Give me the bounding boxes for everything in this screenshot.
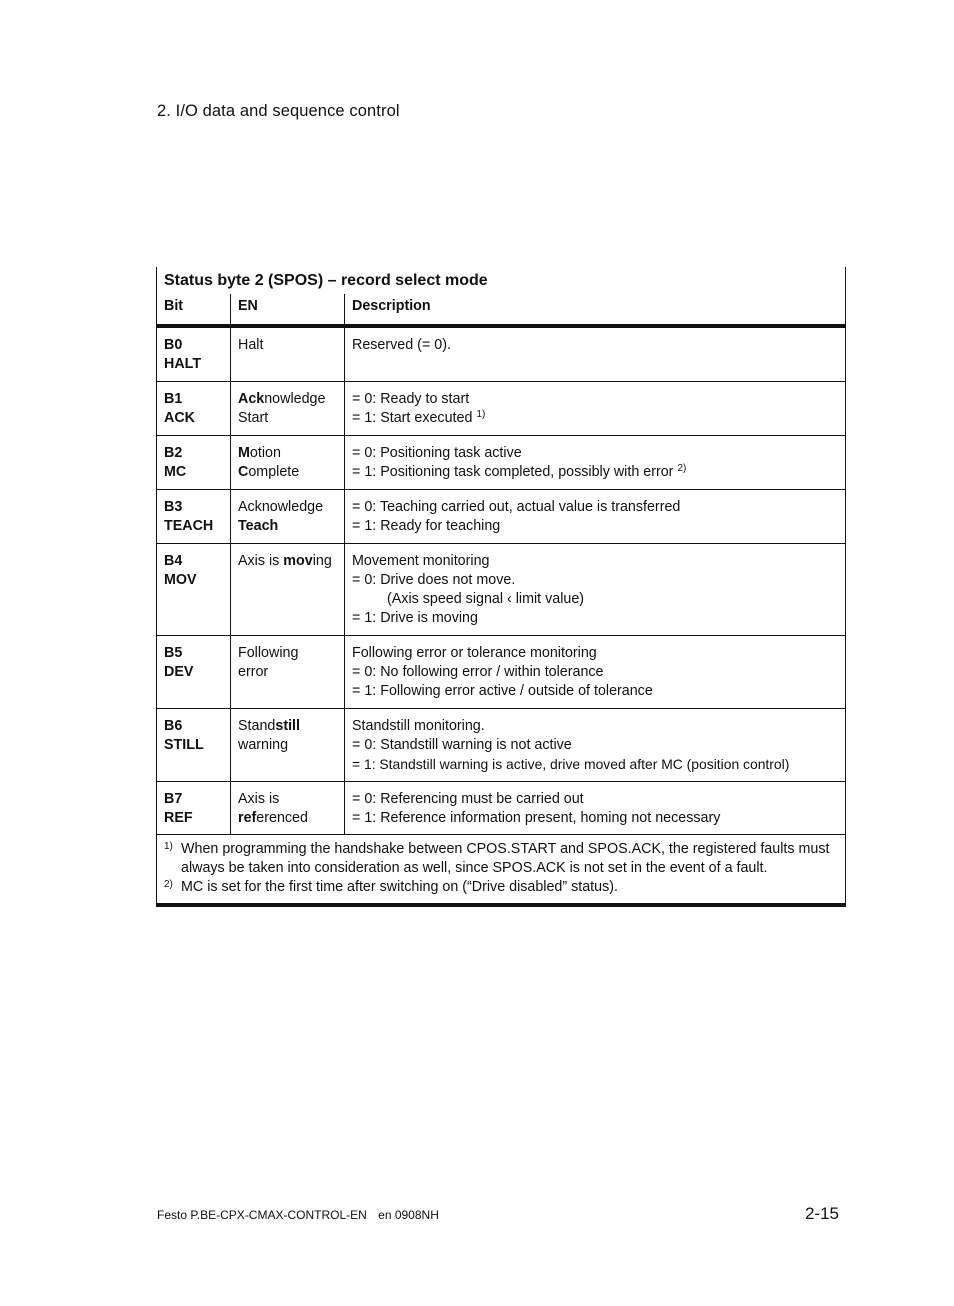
description-line: Following error or tolerance monitoring [352, 645, 597, 661]
table-row [157, 381, 845, 435]
bit-number: B4 [164, 553, 183, 569]
en-label: Complete [238, 464, 300, 480]
footnote-marker: 2) [164, 879, 173, 890]
column-header-bit: Bit [157, 294, 231, 324]
description-line: = 0: Drive does not move. [352, 572, 516, 588]
table-row [157, 708, 845, 781]
table-header-row [157, 294, 845, 324]
en-label: Start [238, 410, 269, 426]
en-label: referenced [238, 810, 308, 826]
en-label: Motion [238, 445, 281, 461]
description-line: Standstill monitoring. [352, 718, 485, 734]
description-line: = 1: Ready for teaching [352, 518, 501, 534]
bit-code: STILL [164, 737, 204, 753]
page-number: 2-15 [804, 1204, 839, 1223]
bit-code: ACK [164, 410, 195, 426]
description-line: = 0: Ready to start [352, 391, 470, 407]
bit-code: REF [164, 810, 193, 826]
footer-lang: en 0908NH [378, 1208, 439, 1222]
table-row [157, 781, 845, 834]
en-label: Acknowledge [238, 391, 326, 407]
column-header-description: Description [352, 298, 431, 314]
description-line: = 0: Positioning task active [352, 445, 522, 461]
en-label: Following [238, 645, 299, 661]
status-byte-table [156, 267, 846, 907]
bit-number: B5 [164, 645, 183, 661]
en-label: error [238, 664, 269, 680]
footnote-text: MC is set for the first time after switching on (“Drive disabled” status). [181, 879, 618, 895]
footnote-marker: 1) [164, 841, 173, 852]
en-label: Axis is [238, 791, 280, 807]
footnote-ref: 2) [677, 463, 687, 474]
chapter-heading: 2. I/O data and sequence control [157, 102, 400, 120]
bit-number: B1 [164, 391, 183, 407]
description-line: = 1: Drive is moving [352, 610, 478, 626]
description-line: = 0: Referencing must be carried out [352, 791, 584, 807]
table-row [157, 543, 845, 635]
description-line: (Axis speed signal ‹ limit value) [387, 591, 585, 607]
description-line: = 1: Reference information present, homing not necessary [352, 810, 721, 826]
footnote [164, 840, 838, 878]
table-row [157, 435, 845, 489]
footer-doc: Festo P.BE-CPX-CMAX-CONTROL-EN [157, 1208, 367, 1222]
en-label: warning [238, 737, 289, 753]
footnote [164, 878, 838, 897]
description-line: = 1: Standstill warning is active, drive moved after MC (position control) [352, 756, 790, 772]
bit-code: TEACH [164, 518, 214, 534]
en-label: Halt [238, 337, 264, 353]
en-label: Teach [238, 518, 279, 534]
en-label: Axis is moving [238, 553, 332, 569]
bit-code: MOV [164, 572, 197, 588]
description-line: = 0: Teaching carried out, actual value is transferred [352, 499, 681, 515]
table-title: Status byte 2 (SPOS) – record select mode [164, 272, 488, 289]
bit-number: B6 [164, 718, 183, 734]
table-row [157, 489, 845, 543]
footnote-text: When programming the handshake between CPOS.START and SPOS.ACK, the registered faults must always be taken into consideration as well, since SPOS.ACK is not set in the event of a fault. [181, 841, 830, 876]
bit-number: B0 [164, 337, 183, 353]
bit-number: B7 [164, 791, 183, 807]
table-footnotes [157, 834, 845, 903]
bit-number: B3 [164, 499, 183, 515]
bit-code: MC [164, 464, 187, 480]
table-row [157, 635, 845, 708]
description-line: = 0: Standstill warning is not active [352, 737, 572, 753]
en-label: Acknowledge [238, 499, 324, 515]
table-row [157, 324, 845, 381]
bit-code: DEV [164, 664, 194, 680]
en-label: Standstill [238, 718, 301, 734]
description-line: = 1: Following error active / outside of tolerance [352, 683, 653, 699]
bit-number: B2 [164, 445, 183, 461]
footnote-ref: 1) [476, 409, 486, 420]
description-line: Movement monitoring [352, 553, 490, 569]
description-line: = 0: No following error / within tolerance [352, 664, 604, 680]
bit-code: HALT [164, 356, 202, 372]
footer-document-id [157, 1208, 447, 1222]
description-line: = 1: Positioning task completed, possibly with error $^{2)}$ [352, 463, 687, 480]
description-line: Reserved (= 0). [352, 337, 451, 353]
column-header-en: EN [231, 294, 345, 324]
description-line: = 1: Start executed $^{1)}$ [352, 409, 486, 426]
